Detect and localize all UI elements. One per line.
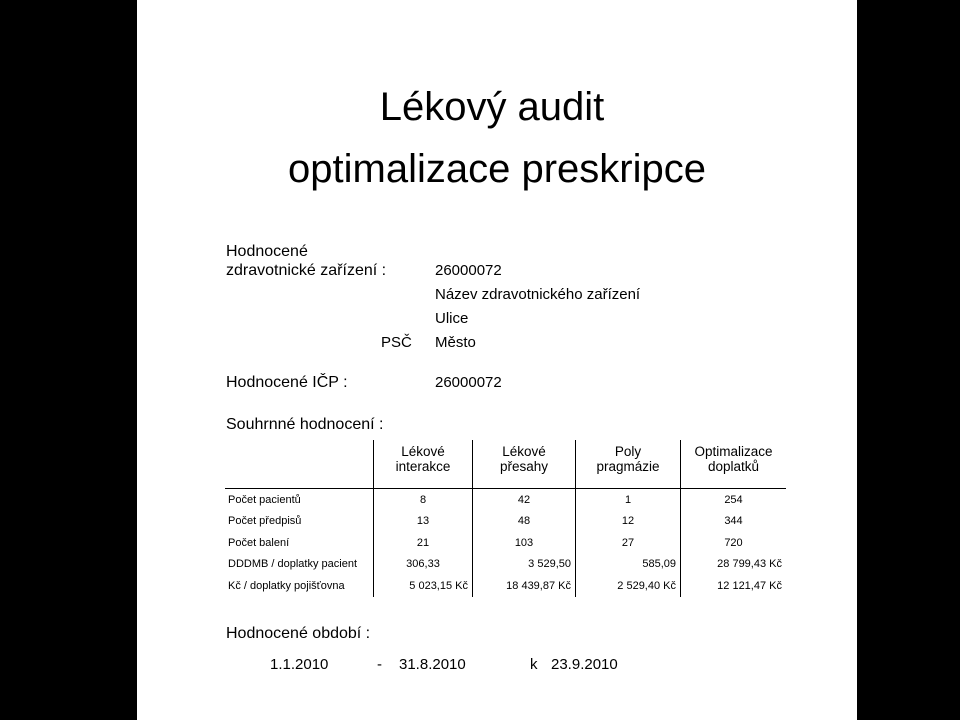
table-cell: 13 xyxy=(374,511,473,533)
summary-header-row xyxy=(225,440,786,489)
table-cell: 585,09 xyxy=(576,554,681,576)
psc-label: PSČ xyxy=(381,334,412,351)
page-subtitle: optimalizace preskripce xyxy=(288,147,706,191)
table-cell: 306,33 xyxy=(374,554,473,576)
period-k-label: k xyxy=(530,656,538,673)
period-dash: - xyxy=(377,656,382,673)
row-label: DDDMB / doplatky pacient xyxy=(228,558,357,571)
table-cell: 12 xyxy=(576,511,681,533)
table-cell: 1 xyxy=(576,489,681,511)
table-cell: 48 xyxy=(473,511,576,533)
summary-table xyxy=(225,440,786,597)
facility-label-line1: Hodnocené xyxy=(226,243,308,260)
col-header-polypragmazie: Poly pragmázie xyxy=(576,440,681,489)
facility-label-line2: zdravotnické zařízení : xyxy=(226,262,387,279)
facility-city: Město xyxy=(435,334,476,351)
table-cell: 28 799,43 Kč xyxy=(681,554,787,576)
table-row xyxy=(225,489,786,511)
period-to: 31.8.2010 xyxy=(399,656,466,673)
table-row xyxy=(225,532,786,554)
col-header-optimalizace: Optimalizace doplatků xyxy=(681,440,787,489)
table-row xyxy=(225,511,786,533)
table-cell: 254 xyxy=(681,489,787,511)
summary-label: Souhrnné hodnocení : xyxy=(226,416,384,433)
col-header-presahy: Lékové přesahy xyxy=(473,440,576,489)
row-label: Počet předpisů xyxy=(228,515,302,528)
row-label: Počet pacientů xyxy=(228,493,301,506)
table-cell: 720 xyxy=(681,532,787,554)
facility-name: Název zdravotnického zařízení xyxy=(435,286,641,303)
summary-header-empty xyxy=(225,440,374,489)
table-row xyxy=(225,554,786,576)
row-label: Kč / doplatky pojišťovna xyxy=(228,579,345,592)
period-as-of: 23.9.2010 xyxy=(551,656,618,673)
table-cell: 42 xyxy=(473,489,576,511)
table-cell: 8 xyxy=(374,489,473,511)
col-header-interakce: Lékové interakce xyxy=(374,440,473,489)
document-page xyxy=(137,0,857,720)
period-label: Hodnocené období : xyxy=(226,625,371,642)
period-from: 1.1.2010 xyxy=(270,656,329,673)
table-cell: 2 529,40 Kč xyxy=(576,575,681,597)
icp-value: 26000072 xyxy=(435,374,502,391)
table-cell: 18 439,87 Kč xyxy=(473,575,576,597)
table-cell: 21 xyxy=(374,532,473,554)
table-row xyxy=(225,575,786,597)
row-label: Počet balení xyxy=(228,536,290,549)
page-title: Lékový audit xyxy=(379,85,605,129)
table-cell: 12 121,47 Kč xyxy=(681,575,787,597)
table-cell: 103 xyxy=(473,532,576,554)
icp-label: Hodnocené IČP : xyxy=(226,374,348,391)
facility-code: 26000072 xyxy=(435,262,502,279)
table-cell: 344 xyxy=(681,511,787,533)
facility-street: Ulice xyxy=(435,310,469,327)
table-cell: 3 529,50 xyxy=(473,554,576,576)
table-cell: 5 023,15 Kč xyxy=(374,575,473,597)
table-cell: 27 xyxy=(576,532,681,554)
